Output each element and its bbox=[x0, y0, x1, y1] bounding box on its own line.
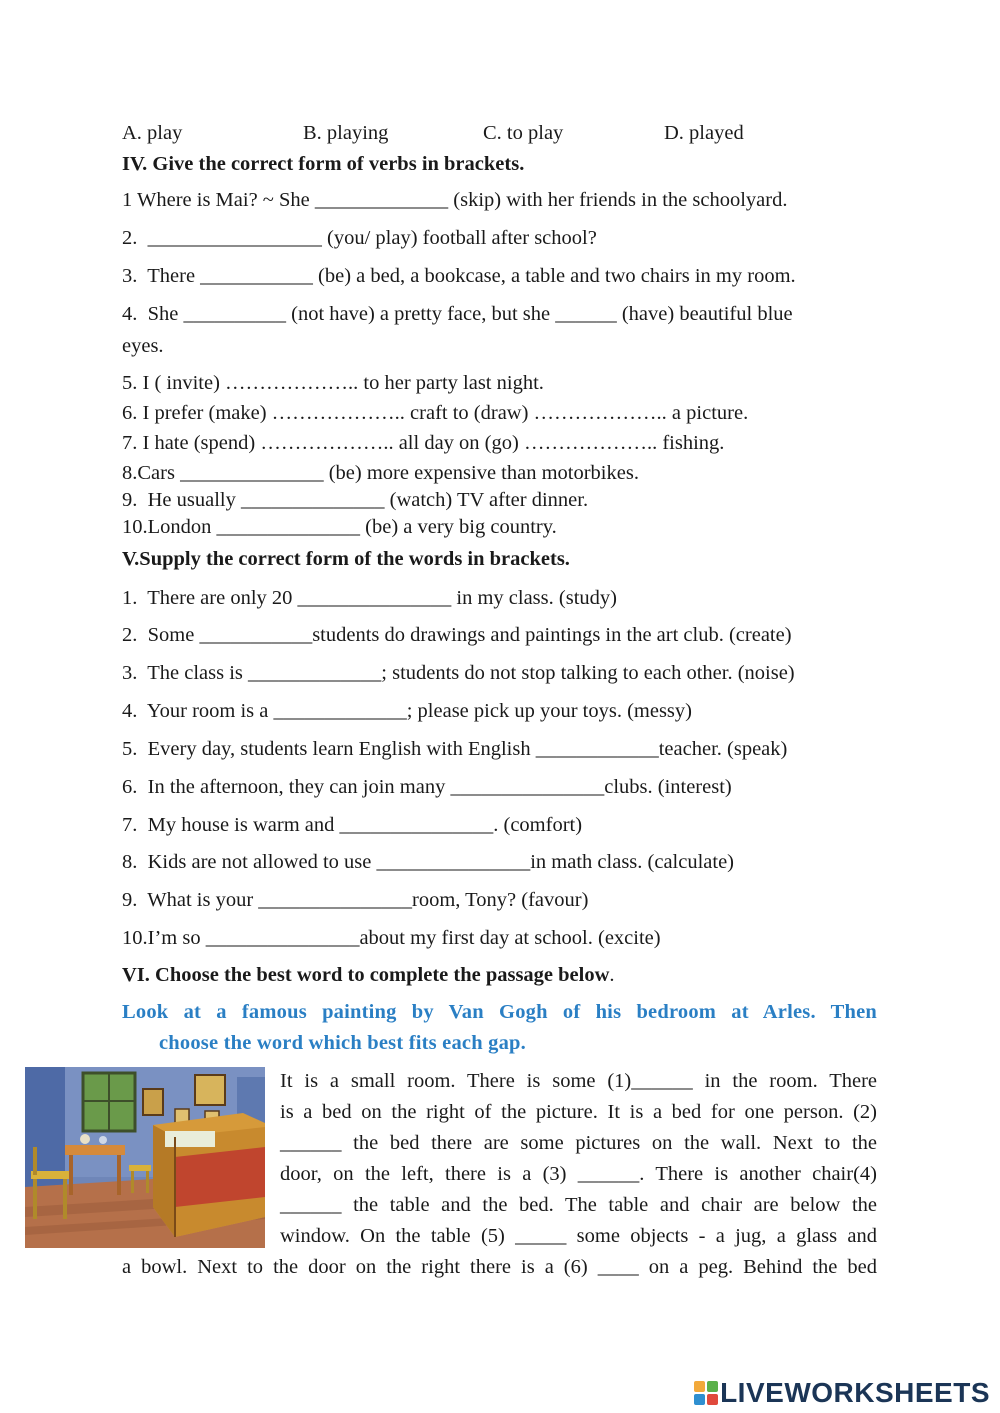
passage-line: a bowl. Next to the door on the right there is a (6) ____ on a peg. Behind the bed bbox=[122, 1256, 877, 1278]
exercise-line: 1 Where is Mai? ~ She _____________ (skip) with her friends in the schoolyard. bbox=[122, 189, 788, 211]
section-4-heading: IV. Give the correct form of verbs in brackets. bbox=[122, 153, 525, 175]
exercise-line: 10.London ______________ (be) a very big country. bbox=[122, 516, 557, 538]
exercise-line: 3. The class is _____________; students do not stop talking to each other. (noise) bbox=[122, 662, 795, 684]
exercise-line: 7. My house is warm and _______________. (comfort) bbox=[122, 814, 583, 836]
option-b: B. playing bbox=[303, 122, 389, 144]
liveworksheets-logo-text: LIVEWORKSHEETS bbox=[720, 1377, 990, 1408]
exercise-line: 2. Some ___________students do drawings and paintings in the art club. (create) bbox=[122, 624, 792, 646]
section-6-heading bbox=[122, 965, 615, 986]
exercise-line: 7. I hate (spend) ……………….. all day on (go) ……………….. fishing. bbox=[122, 432, 725, 454]
exercise-line: 1. There are only 20 _______________ in my class. (study) bbox=[122, 587, 617, 609]
exercise-line: 6. In the afternoon, they can join many _______________clubs. (interest) bbox=[122, 776, 732, 798]
passage-line: is a bed on the right of the picture. It is a bed for one person. (2) bbox=[280, 1101, 877, 1123]
exercise-line: 8. Kids are not allowed to use _______________in math class. (calculate) bbox=[122, 851, 735, 873]
option-d: D. played bbox=[664, 122, 744, 144]
passage-line: door, on the left, there is a (3) ______. There is another chair(4) bbox=[280, 1163, 877, 1185]
exercise-line: 6. I prefer (make) ……………….. craft to (draw) ……………….. a picture. bbox=[122, 402, 749, 424]
section-6-heading-end: . bbox=[609, 964, 615, 986]
passage-line: It is a small room. There is some (1)______ in the room. There bbox=[280, 1070, 877, 1092]
exercise-line: 5. Every day, students learn English with English ____________teacher. (speak) bbox=[122, 738, 788, 760]
option-a: A. play bbox=[122, 122, 183, 144]
exercise-line: 3. There ___________ (be) a bed, a bookcase, a table and two chairs in my room. bbox=[122, 265, 796, 287]
passage-line: ______ the table and the bed. The table and chair are below the bbox=[280, 1194, 877, 1216]
exercise-line: 8.Cars ______________ (be) more expensive than motorbikes. bbox=[122, 462, 639, 484]
passage-line: ______ the bed there are some pictures on the wall. Next to the bbox=[280, 1132, 877, 1154]
liveworksheets-logo bbox=[694, 1378, 990, 1408]
exercise-line: 4. She __________ (not have) a pretty face, but she ______ (have) beautiful blue bbox=[122, 303, 793, 325]
exercise-line: 9. What is your _______________room, Tony? (favour) bbox=[122, 889, 589, 911]
passage-line: window. On the table (5) _____ some objects - a jug, a glass and bbox=[280, 1225, 877, 1247]
instruction-line-2: choose the word which best fits each gap. bbox=[159, 1032, 526, 1054]
option-c: C. to play bbox=[483, 122, 564, 144]
instruction-line-1: Look at a famous painting by Van Gogh of his bedroom at Arles. Then bbox=[122, 1001, 877, 1023]
section-6-heading-text: VI. Choose the best word to complete the passage below bbox=[122, 964, 610, 986]
exercise-line: 9. He usually ______________ (watch) TV after dinner. bbox=[122, 489, 589, 511]
bedroom-painting-image bbox=[25, 1067, 265, 1248]
section-5-heading: V.Supply the correct form of the words in brackets. bbox=[122, 548, 570, 570]
exercise-line: 5. I ( invite) ……………….. to her party last night. bbox=[122, 372, 544, 394]
liveworksheets-logo-icon bbox=[694, 1381, 718, 1405]
exercise-line: 10.I’m so _______________about my first day at school. (excite) bbox=[122, 927, 661, 949]
exercise-line: 4. Your room is a _____________; please pick up your toys. (messy) bbox=[122, 700, 692, 722]
exercise-line: eyes. bbox=[122, 335, 164, 357]
exercise-line: 2. _________________ (you/ play) football after school? bbox=[122, 227, 597, 249]
